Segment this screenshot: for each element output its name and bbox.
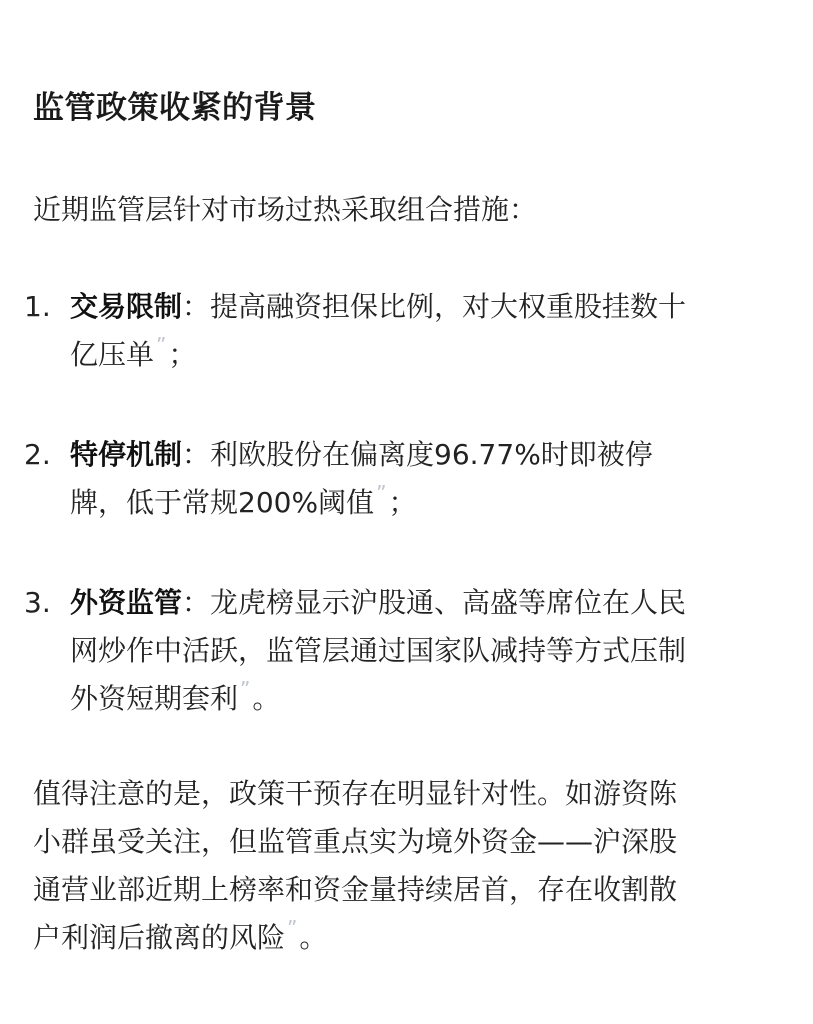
list-item-line [70,431,790,479]
list-item-body [70,431,790,527]
list-item-text: 牌，低于常规200%阈值 [70,486,375,519]
section-heading: 监管政策收紧的背景 [33,90,317,126]
list-item-body [70,283,790,379]
paragraph-text: 户利润后撤离的风险 [33,921,286,954]
paragraph-end: 。 [299,921,328,954]
citation-marker-icon[interactable]: ” [287,916,298,940]
intro-paragraph: 近期监管层针对市场过热采取组合措施： [33,193,538,226]
list-item-body [70,579,790,723]
list-item-term: 外资监管 [70,586,183,619]
term-separator: ： [182,586,211,619]
list-item-text: 提高融资担保比例，对大权重股挂数十 [210,290,687,323]
paragraph-line: 小群虽受关注，但监管重点实为境外资金——沪深股 [33,825,678,858]
paragraph-line [33,914,788,962]
list-item-term: 特停机制 [70,438,183,471]
paragraph-line: 值得注意的是，政策干预存在明显针对性。如游资陈 [33,777,678,810]
list-number: 2. [24,438,51,471]
list-item-text: 龙虎榜显示沪股通、高盛等席位在人民 [210,586,687,619]
list-item-line [70,283,790,331]
citation-marker-icon[interactable]: ” [376,481,387,505]
list-item-text: 亿压单 [70,338,155,371]
closing-paragraph [33,770,788,962]
citation-marker-icon[interactable]: ” [156,333,167,357]
citation-marker-icon[interactable]: ” [240,677,251,701]
list-item-line [70,479,790,527]
term-separator: ： [182,290,211,323]
paragraph-line: 通营业部近期上榜率和资金量持续居首，存在收割散 [33,873,678,906]
list-item-term: 交易限制 [70,290,183,323]
list-number: 3. [24,586,51,619]
list-item-line [70,627,790,675]
list-number: 1. [24,290,51,323]
list-item-text: 利欧股份在偏离度96.77%时即被停 [210,438,653,471]
list-item-line [70,331,790,379]
list-item-line [70,675,790,723]
list-item-line [70,579,790,627]
list-item-end: ； [388,486,417,519]
list-item-end: 。 [252,682,281,715]
term-separator: ： [182,438,211,471]
list-item-end: ； [168,338,197,371]
list-item-text: 网炒作中活跃，监管层通过国家队减持等方式压制 [70,634,687,667]
list-item-text: 外资短期套利 [70,682,239,715]
